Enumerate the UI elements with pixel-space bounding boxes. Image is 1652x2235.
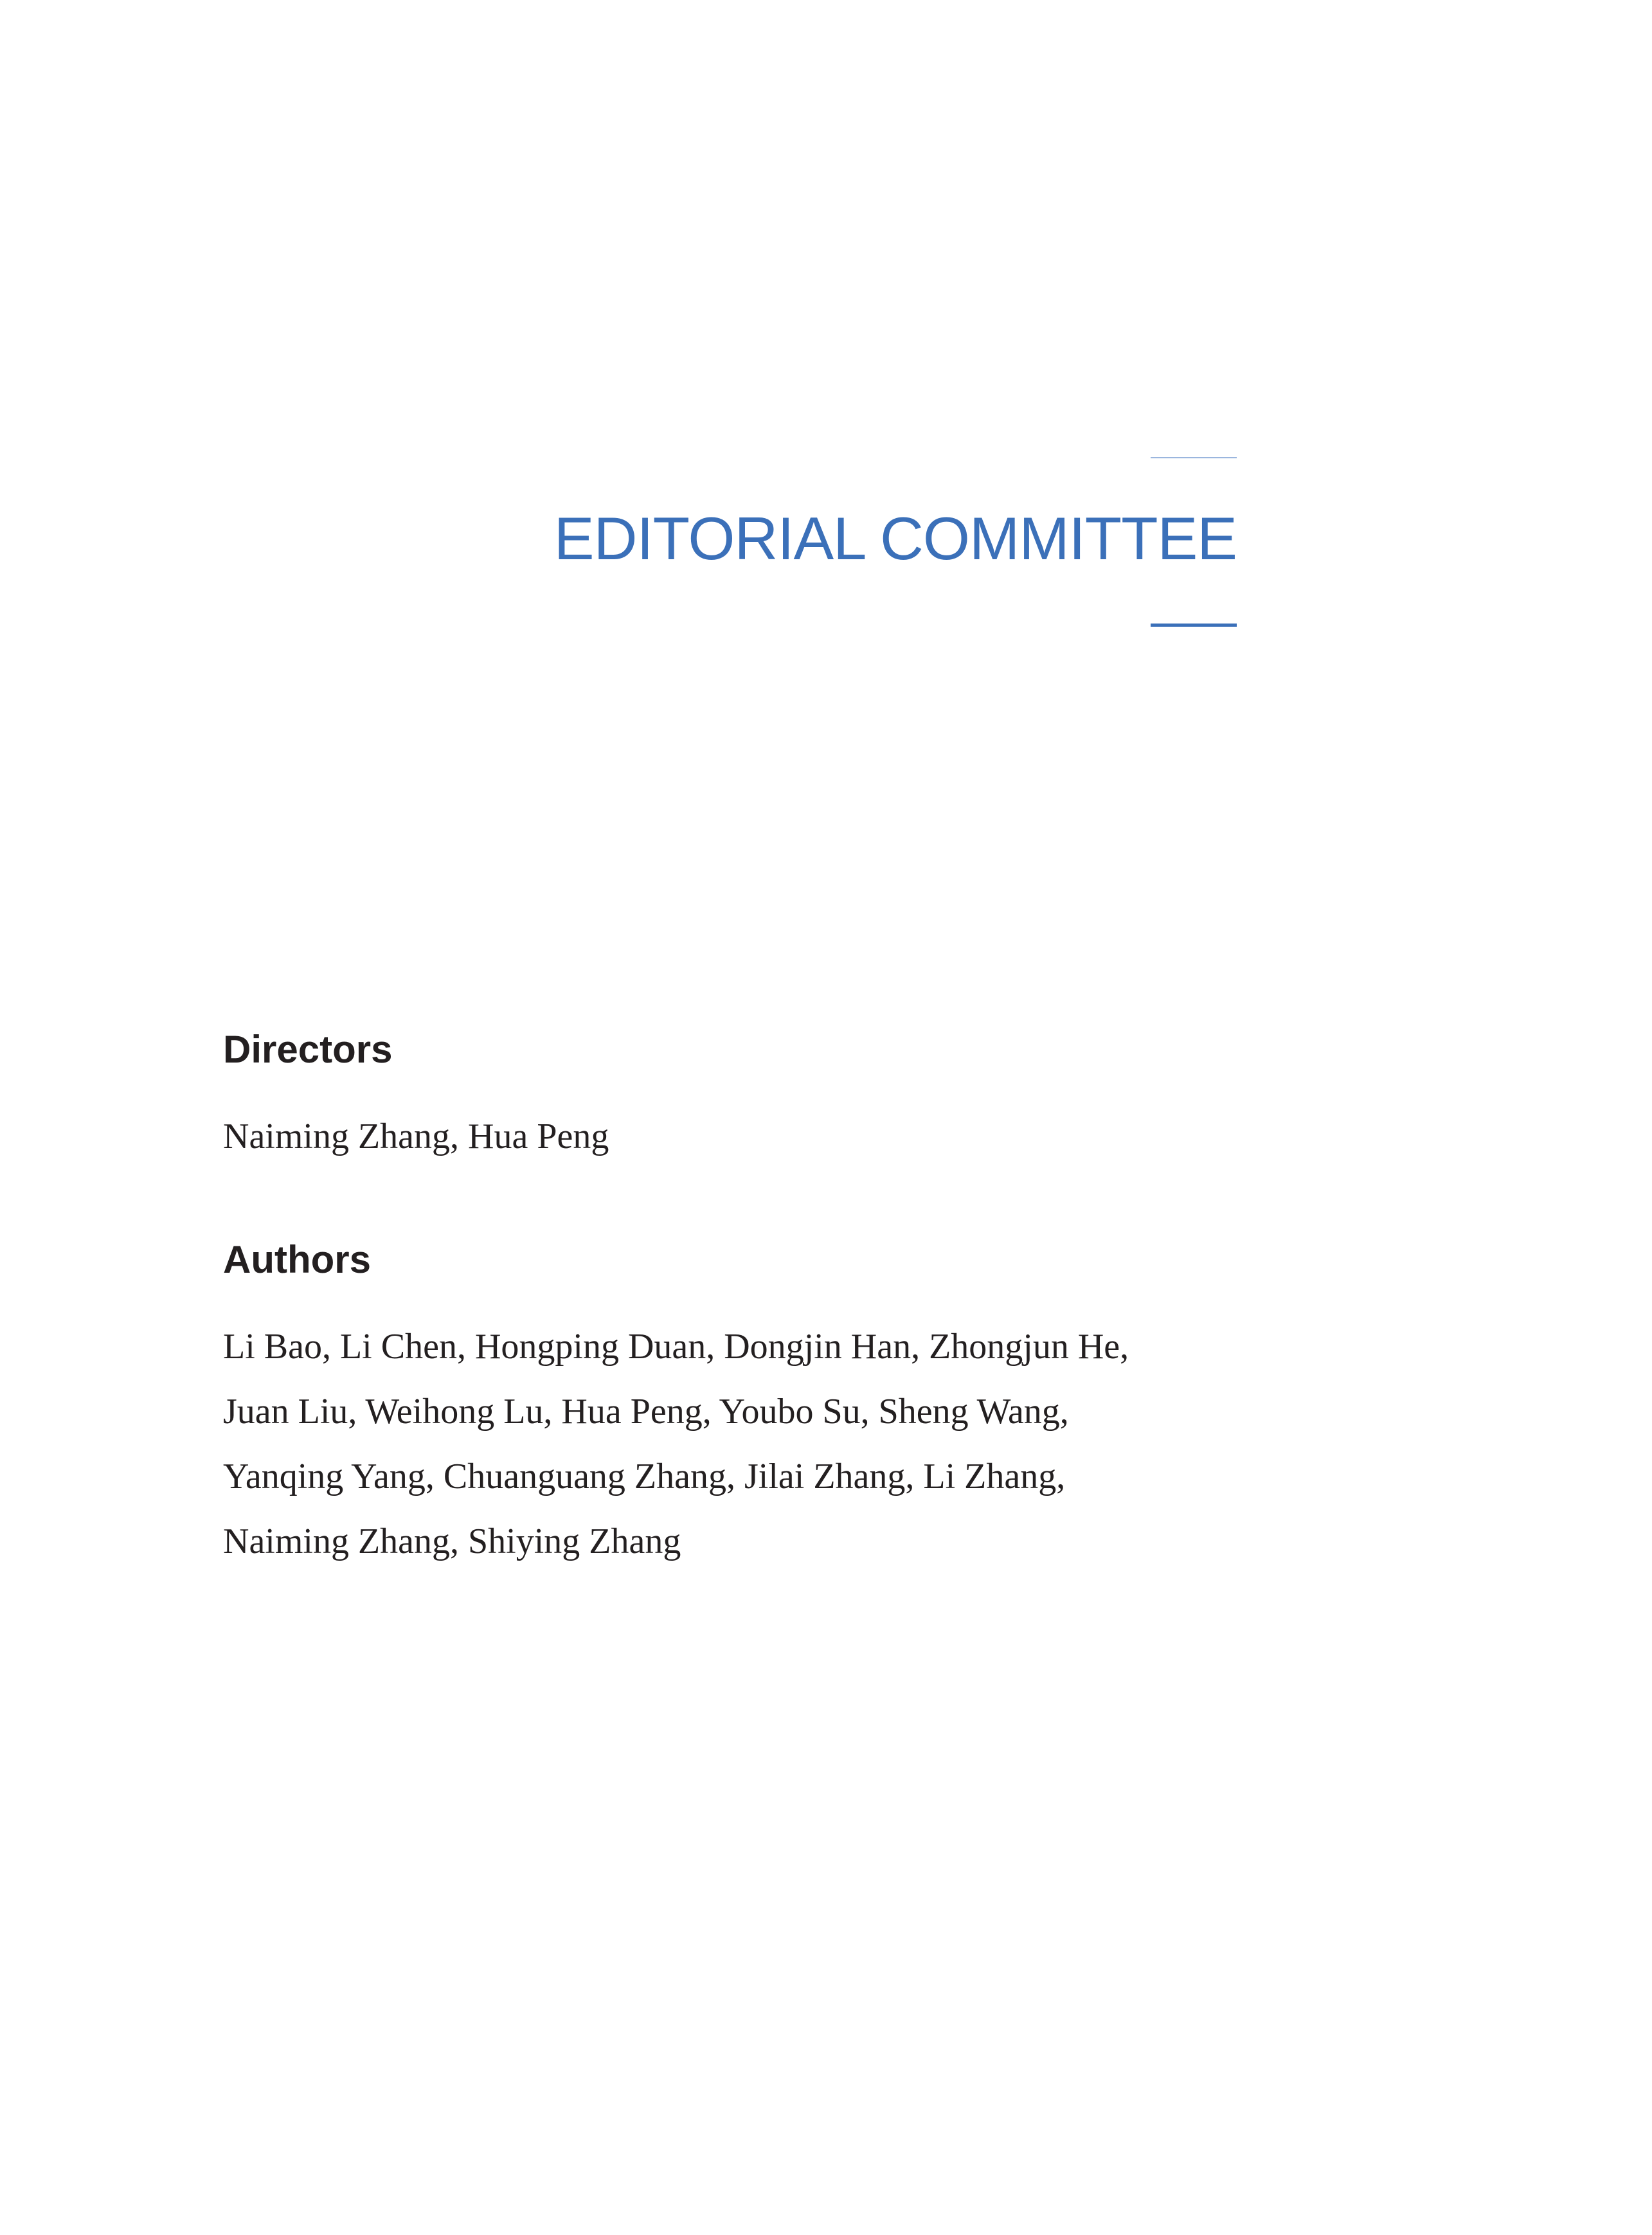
title-bottom-rule <box>1151 624 1237 627</box>
page-title: EDITORIAL COMMITTEE <box>553 505 1237 572</box>
directors-line: Naiming Zhang, Hua Peng <box>223 1117 609 1156</box>
authors-line: Li Bao, Li Chen, Hongping Duan, Dongjin Han, Zhongjun He, <box>223 1327 1129 1367</box>
directors-heading: Directors <box>223 1028 393 1071</box>
authors-line: Juan Liu, Weihong Lu, Hua Peng, Youbo Su, Sheng Wang, <box>223 1392 1069 1432</box>
directors-names <box>223 1104 609 1169</box>
authors-line: Naiming Zhang, Shiying Zhang <box>223 1521 681 1561</box>
authors-line: Yanqing Yang, Chuanguang Zhang, Jilai Zhang, Li Zhang, <box>223 1457 1066 1496</box>
title-top-rule <box>1151 457 1237 458</box>
authors-heading: Authors <box>223 1238 371 1281</box>
authors-names <box>223 1315 1129 1574</box>
authors-section <box>223 1237 1129 1574</box>
directors-section <box>223 1027 609 1169</box>
